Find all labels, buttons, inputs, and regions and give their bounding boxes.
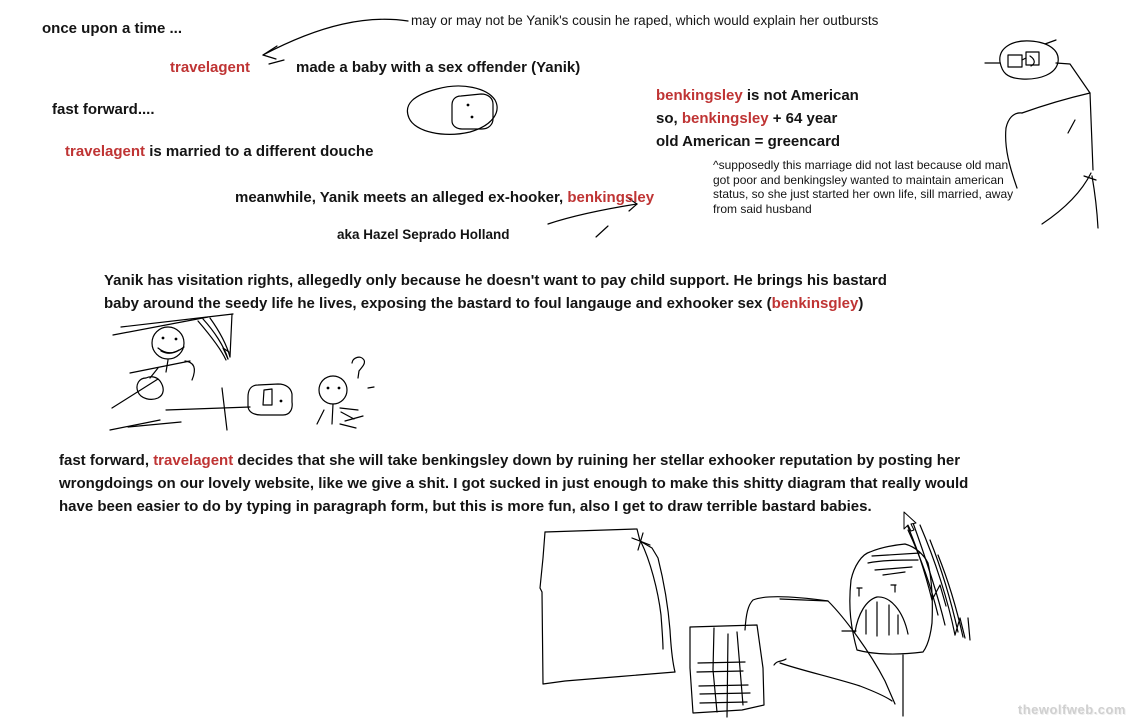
site-watermark: thewolfweb.com [1017, 702, 1126, 717]
hash-grid-sketch-icon [690, 597, 828, 717]
marriage-note-line: got poor and benkingsley wanted to maintain american [713, 172, 1004, 187]
baby-line-text: made a baby with a sex offender (Yanik) [296, 59, 581, 76]
greencard-line-2-text: + 64 year [768, 110, 838, 127]
meanwhile-line [235, 189, 654, 206]
travelagent-label: travelagent [65, 143, 146, 160]
paper-blob-sketch-icon [540, 529, 675, 684]
greencard-line-1 [656, 87, 859, 104]
benkingsley-label: benkingsley [681, 110, 769, 127]
once-upon-text: once upon a time ... [42, 20, 183, 37]
finale-line-1-pre: fast forward, [59, 452, 154, 469]
greencard-line-2-pre: so, [656, 110, 682, 127]
marriage-note-line: from said husband [713, 201, 812, 216]
greencard-line-3: old American = greencard [656, 133, 841, 150]
finale-line-2: wrongdoings on our lovely website, like we give a shit. I got sucked in just enough to make this shitty diagram that really would [59, 475, 969, 492]
fast-forward-text: fast forward.... [52, 101, 155, 118]
mouse-cursor-icon [904, 512, 916, 531]
visitation-line-2 [104, 295, 863, 312]
visitation-line-2-text: baby around the seedy life he lives, exposing the bastard to foul langauge and exhooker sex ( [104, 295, 772, 312]
meanwhile-text: meanwhile, Yanik meets an alleged ex-hooker, [235, 189, 568, 206]
bearded-figure-sketch-icon [780, 520, 970, 716]
mother-and-child-sketch-icon [110, 314, 374, 430]
visitation-line-1: Yanik has visitation rights, allegedly only because he doesn't want to pay child support. He brings his bastard [104, 272, 887, 289]
visitation-line-2-close: ) [858, 295, 864, 312]
curved-arrow-icon [263, 19, 408, 64]
benkingsley-label: benkingsley [567, 189, 655, 206]
benkingsley-label: benkingsley [656, 87, 743, 104]
marriage-note-line: status, so she just started her own life, sill married, away [713, 187, 1014, 202]
finale-line-3: have been easier to do by typing in paragraph form, but this is more fun, also I get to draw terrible bastard babies. [59, 498, 872, 515]
travelagent-label: travelagent [170, 59, 251, 76]
travelagent-label: travelagent [153, 452, 234, 469]
benkinsgley-label: benkinsgley [771, 295, 859, 312]
marriage-note [713, 158, 1013, 216]
marriage-note-line: ^supposedly this marriage did not last because old man [713, 158, 1009, 172]
finale-line-1 [59, 452, 960, 469]
top-note-text: may or may not be Yanik's cousin he raped, which would explain her outbursts [411, 13, 879, 28]
married-line [65, 143, 373, 160]
finale-line-1-text: decides that she will take benkingsley down by ruining her stellar exhooker reputation by posting her [233, 452, 961, 469]
baby-blob-sketch-icon [407, 86, 497, 134]
aka-text: aka Hazel Seprado Holland [337, 227, 510, 242]
greencard-line-2 [656, 110, 837, 127]
married-line-text: is married to a different douche [145, 143, 374, 160]
greencard-line-1-text: is not American [742, 87, 859, 104]
